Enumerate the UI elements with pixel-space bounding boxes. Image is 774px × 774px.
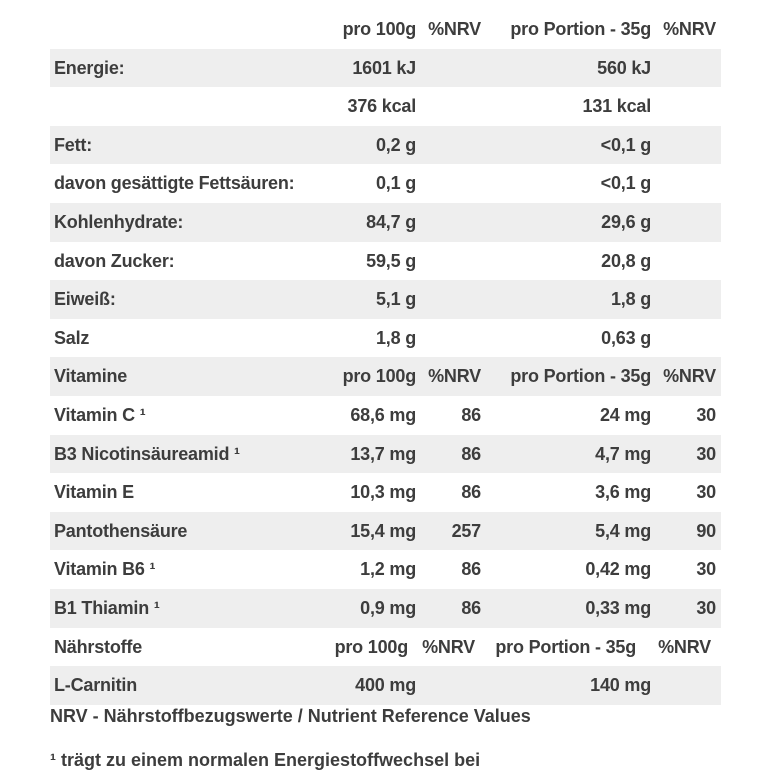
value-per-portion: 29,6 g: [601, 211, 651, 232]
nrv-per-portion: 30: [696, 597, 716, 618]
value-per-100g: 10,3 mg: [350, 482, 416, 503]
row-label: Eiweiß:: [54, 289, 116, 310]
nrv-per-100g: 86: [461, 404, 481, 425]
value-per-100g: 1,8 g: [375, 327, 416, 348]
header-nrv-100g: %NRV: [422, 636, 475, 657]
table-row: [50, 666, 721, 705]
row-label: B3 Nicotinsäureamid ¹: [54, 443, 240, 464]
value-per-portion: <0,1 g: [600, 134, 651, 155]
table-row: [50, 435, 721, 474]
row-label: Vitamin E: [54, 482, 134, 503]
row-label: Pantothensäure: [54, 520, 188, 541]
value-per-100g: 400 mg: [355, 675, 416, 696]
table-row: [50, 126, 721, 165]
vitamins-header-row: [50, 357, 721, 396]
row-label: L-Carnitin: [54, 675, 137, 696]
nutrition-table: [50, 10, 721, 705]
row-label: davon Zucker:: [54, 250, 175, 271]
value-per-portion: 0,63 g: [601, 327, 651, 348]
nutrients-heading: Nährstoffe: [54, 636, 143, 657]
nrv-per-portion: 30: [696, 443, 716, 464]
value-per-100g: 376 kcal: [347, 96, 416, 117]
header-per-portion: pro Portion - 35g: [510, 19, 651, 39]
table-row: [50, 164, 721, 203]
value-per-portion: 5,4 mg: [595, 520, 651, 541]
header-nrv-100g: %NRV: [428, 366, 481, 387]
table-row: [50, 550, 721, 589]
value-per-portion: 1,8 g: [610, 289, 651, 310]
value-per-100g: 1,2 mg: [360, 559, 416, 580]
table-row: [50, 87, 721, 126]
nrv-per-100g: 86: [461, 597, 481, 618]
value-per-100g: 0,2 g: [375, 134, 416, 155]
value-per-portion: 0,33 mg: [585, 597, 651, 618]
header-nrv-100g: %NRV: [428, 19, 481, 39]
header-nrv-portion: %NRV: [663, 366, 716, 387]
nrv-per-100g: 86: [461, 482, 481, 503]
table-row: [50, 280, 721, 319]
row-label: Kohlenhydrate:: [54, 211, 184, 232]
value-per-100g: 13,7 mg: [350, 443, 416, 464]
table-header-row: [50, 10, 721, 49]
value-per-portion: 131 kcal: [582, 96, 651, 117]
nrv-per-portion: 30: [696, 404, 716, 425]
nrv-per-portion: 90: [696, 520, 716, 541]
value-per-portion: 0,42 mg: [585, 559, 651, 580]
header-per-portion: pro Portion - 35g: [510, 366, 651, 387]
nrv-footnote: NRV - Nährstoffbezugswerte / Nutrient Reference Values: [50, 706, 531, 726]
table-row: [50, 203, 721, 242]
header-nrv-portion: %NRV: [658, 636, 711, 657]
table-row: [50, 319, 721, 358]
value-per-portion: <0,1 g: [600, 173, 651, 194]
value-per-portion: 4,7 mg: [595, 443, 651, 464]
nutrients-header-row: [50, 628, 721, 667]
nrv-per-portion: 30: [696, 482, 716, 503]
row-label: Vitamin B6 ¹: [54, 559, 156, 580]
vitamins-heading: Vitamine: [54, 366, 128, 387]
row-label: davon gesättigte Fettsäuren:: [54, 173, 295, 194]
row-label: Salz: [54, 327, 90, 348]
table-row: [50, 589, 721, 628]
header-nrv-portion: %NRV: [663, 19, 716, 39]
value-per-100g: 59,5 g: [366, 250, 416, 271]
value-per-100g: 0,9 mg: [360, 597, 416, 618]
header-per-100g: pro 100g: [334, 636, 408, 657]
table-row: [50, 512, 721, 551]
nrv-per-100g: 257: [451, 520, 481, 541]
value-per-portion: 560 kJ: [597, 57, 651, 78]
value-per-portion: 140 mg: [590, 675, 651, 696]
nrv-per-100g: 86: [461, 443, 481, 464]
table-row: [50, 473, 721, 512]
value-per-portion: 3,6 mg: [595, 482, 651, 503]
energy-metabolism-footnote: ¹ trägt zu einem normalen Energiestoffwechsel bei: [50, 750, 481, 770]
value-per-100g: 0,1 g: [375, 173, 416, 194]
value-per-100g: 1601 kJ: [352, 57, 416, 78]
nrv-per-100g: 86: [461, 559, 481, 580]
value-per-portion: 24 mg: [599, 404, 651, 425]
table-row: [50, 396, 721, 435]
table-row: [50, 242, 721, 281]
value-per-100g: 5,1 g: [375, 289, 416, 310]
table-row: [50, 49, 721, 88]
header-per-100g: pro 100g: [342, 19, 416, 39]
header-per-portion: pro Portion - 35g: [495, 636, 636, 657]
value-per-100g: 15,4 mg: [350, 520, 416, 541]
nrv-per-portion: 30: [696, 559, 716, 580]
value-per-100g: 84,7 g: [366, 211, 416, 232]
row-label: Vitamin C ¹: [54, 404, 146, 425]
row-label: Energie:: [54, 57, 125, 78]
row-label: B1 Thiamin ¹: [54, 597, 160, 618]
row-label: Fett:: [54, 134, 92, 155]
value-per-portion: 20,8 g: [601, 250, 651, 271]
value-per-100g: 68,6 mg: [350, 404, 416, 425]
header-per-100g: pro 100g: [342, 366, 416, 387]
